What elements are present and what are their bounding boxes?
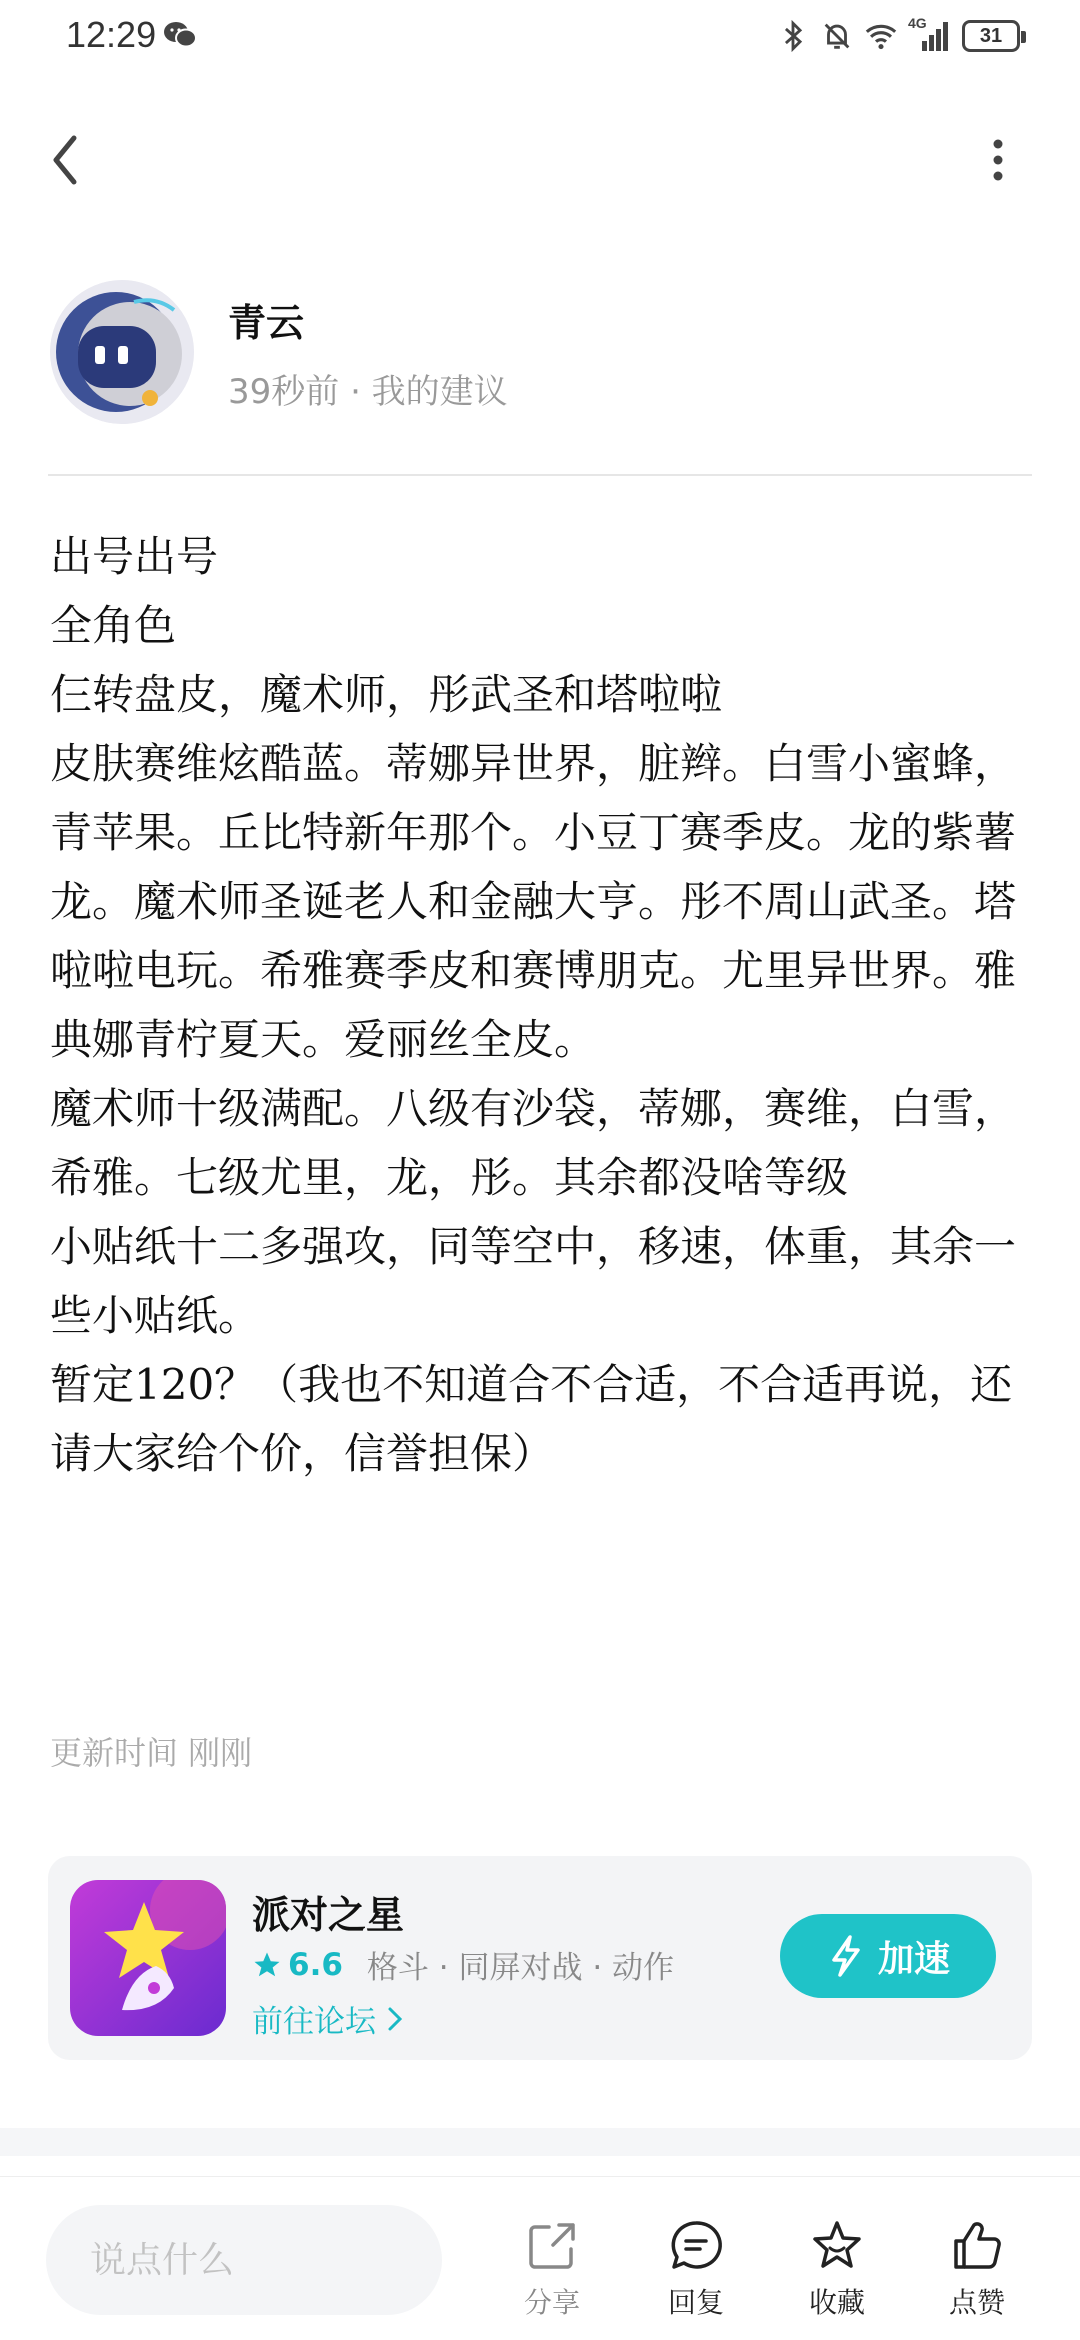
game-tags: 格斗 · 同屏对战 · 动作 [366,1950,675,1986]
boost-label: 加速 [877,1938,950,1980]
post-line: 小贴纸十二多强攻，同等空中，移速，体重，其余一些小贴纸。 [50,1222,1017,1340]
post-line: 仨转盘皮，魔术师，彤武圣和塔啦啦 [50,670,723,719]
game-icon[interactable] [70,1880,226,2036]
game-rating: 6.6 [288,1946,343,1983]
forum-link-label: 前往论坛 [252,2004,376,2040]
more-vertical-icon[interactable] [980,130,1016,190]
share-button[interactable] [507,2217,597,2321]
favorite-button[interactable] [792,2217,882,2321]
forum-link[interactable] [252,1996,406,2041]
post-meta: 39秒前 · 我的建议 [228,372,508,412]
update-time: 更新时间 刚刚 [50,1734,253,1772]
post-line: 魔术师十级满配。八级有沙袋，蒂娜，赛维，白雪，希雅。七级尤里，龙，彤。其余都没啥等级 [50,1084,1017,1202]
avatar[interactable] [50,280,194,424]
comment-icon [667,2217,725,2275]
status-time: 12:29 [66,14,157,55]
author-name[interactable]: 青云 [228,301,305,345]
star-icon [252,1950,282,1980]
bottom-action-bar [0,2176,1080,2340]
signal-icon [908,15,952,53]
favorite-label: 收藏 [808,2286,865,2319]
wifi-icon [864,19,898,53]
back-button[interactable] [42,124,90,196]
post-line: 皮肤赛维炫酷蓝。蒂娜异世界，脏辫。白雪小蜜蜂，青苹果。丘比特新年那个。小豆丁赛季皮。龙的紫薯龙。魔术师圣诞老人和金融大亨。彤不周山武圣。塔啦啦电玩。希雅赛季皮和赛博朋克。尤里异世界。雅典娜青柠夏天。爱丽丝全皮。 [50,739,1017,1064]
comment-input[interactable] [46,2205,442,2315]
post-line: 出号出号 [50,532,219,581]
bluetooth-icon [776,19,810,53]
battery-level: 31 [979,24,1003,47]
chevron-right-icon [384,2004,406,2034]
network-type: 4G [908,15,927,31]
section-gap [0,2128,1080,2156]
reply-button[interactable] [651,2217,741,2321]
star-outline-icon [808,2217,866,2275]
like-label: 点赞 [948,2286,1005,2319]
thumbs-up-icon [948,2217,1006,2275]
wechat-icon [162,20,198,50]
share-label: 分享 [523,2286,580,2319]
post-line: 暂定120？（我也不知道合不合适，不合适再说，还请大家给个价，信誉担保） [50,1360,1013,1478]
game-name[interactable]: 派对之星 [252,1893,405,1937]
share-icon [523,2217,581,2275]
lightning-icon [826,1934,866,1978]
like-button[interactable] [932,2217,1022,2321]
post-body [50,522,1035,1488]
boost-button[interactable] [780,1914,996,1998]
post-line: 全角色 [50,601,177,650]
game-rating-row [252,1942,674,1987]
mute-bell-icon [820,19,854,53]
status-bar [0,0,1080,72]
reply-label: 回复 [667,2286,724,2319]
battery-icon [962,20,1020,52]
divider [48,474,1032,476]
game-card[interactable] [48,1856,1032,2060]
